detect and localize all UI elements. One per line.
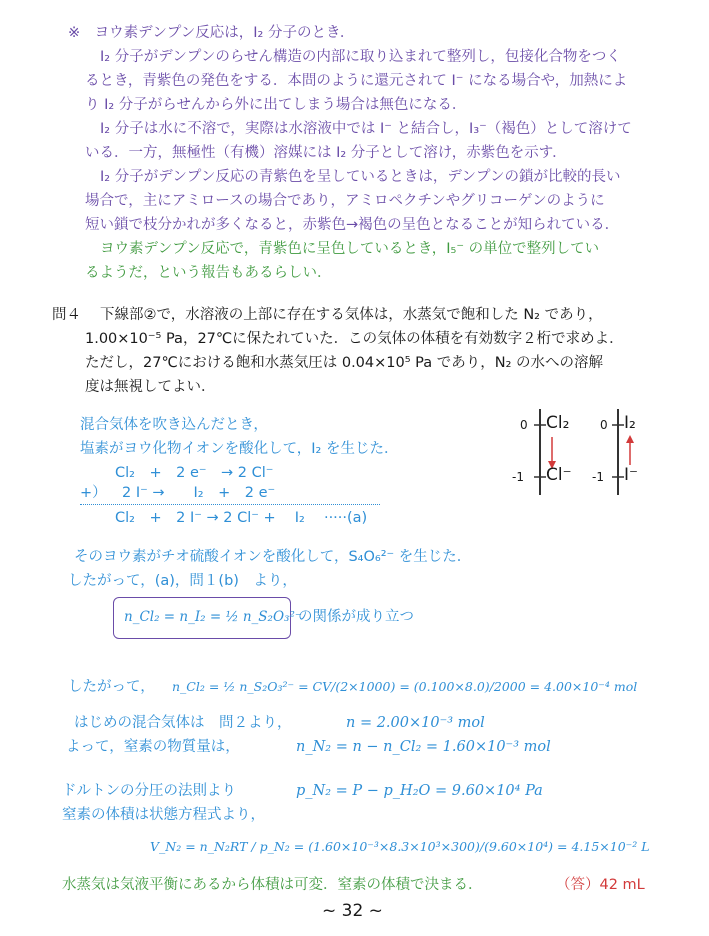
diagram-tick-minus1-left: -1 xyxy=(512,470,524,484)
note-line-2: I₂ 分子がデンプンのらせん構造の内部に取り込まれて整列し，包接化合物をつく xyxy=(100,49,621,65)
note-line-4: り I₂ 分子がらせんから外に出てしまう場合は無色になる． xyxy=(85,97,467,113)
solution-line-2: 塩素がヨウ化物イオンを酸化して，I₂ を生じた． xyxy=(80,441,399,457)
note-line-9: 短い鎖で枝分かれが多くなると，赤紫色→褐色の呈色となることが知られている． xyxy=(85,217,620,233)
question-line-2: 1.00×10⁻⁵ Pa，27℃に保たれていた．この気体の体積を有効数字２桁で求めよ． xyxy=(85,331,624,347)
note-line-5: I₂ 分子は水に不溶で，実際は水溶液中では I⁻ と結合し，I₃⁻（褐色）として溶けて xyxy=(100,121,632,137)
question-line-3: ただし，27℃における飽和水蒸気圧は 0.04×10⁵ Pa であり，N₂ の水への溶解 xyxy=(85,355,604,371)
calc-1: n_Cl₂ = ½ n_S₂O₃²⁻ = CV/(2×1000) = (0.100×8.0)/2000 = 4.00×10⁻⁴ mol xyxy=(172,679,638,694)
note-line-3: るとき，青紫色の発色をする．本問のように還元されて I⁻ になる場合や，加熱によ xyxy=(85,73,628,89)
calc-4-lead: ドルトンの分圧の法則より xyxy=(62,783,236,799)
note-line-1: ※ ヨウ素デンプン反応は，I₂ 分子のとき． xyxy=(68,25,355,41)
note-line-7: I₂ 分子がデンプン反応の青紫色を呈しているときは，デンプンの鎖が比較的長い xyxy=(100,169,621,185)
calc-3-lead: よって，窒素の物質量は， xyxy=(66,739,240,755)
diagram-tick-0-right: 0 xyxy=(600,418,608,432)
calc-2: n = 2.00×10⁻³ mol xyxy=(346,715,485,731)
question-line-4: 度は無視してよい． xyxy=(85,379,216,395)
calc-3: n_N₂ = n − n_Cl₂ = 1.60×10⁻³ mol xyxy=(296,739,551,755)
calc-1-lead: したがって， xyxy=(68,679,155,695)
note-line-11: るようだ，という報告もあるらしい． xyxy=(85,265,332,281)
diagram-tick-0-left: 0 xyxy=(520,418,528,432)
note-line-6: いる．一方，無極性（有機）溶媒には I₂ 分子として溶け，赤紫色を示す． xyxy=(85,145,567,161)
page-number: ~ 32 ~ xyxy=(322,901,383,921)
question-line-1: 下線部②で，水溶液の上部に存在する気体は，水蒸気で飽和した N₂ であり， xyxy=(100,307,603,323)
question-label: 問４ xyxy=(52,307,81,323)
addition-sign: +） xyxy=(80,485,107,501)
diagram-tick-minus1-right: -1 xyxy=(592,470,604,484)
calc-5: V_N₂ = n_N₂RT / p_N₂ = (1.60×10⁻³×8.3×10³×300)/(9.60×10⁴) = 4.15×10⁻² L xyxy=(150,839,650,854)
sum-rule xyxy=(80,504,380,505)
diagram-label-cl-minus: Cl⁻ xyxy=(546,465,572,485)
note-line-10: ヨウ素デンプン反応で，青紫色に呈色しているとき，I₅⁻ の単位で整列してい xyxy=(100,241,600,257)
diagram-label-i-minus: I⁻ xyxy=(624,465,638,485)
overall-reaction: Cl₂ + 2 I⁻ → 2 Cl⁻ + I₂ ·····(a) xyxy=(115,510,368,526)
mole-relation: n_Cl₂ = n_I₂ = ½ n_S₂O₃²⁻ xyxy=(124,609,302,625)
solution-line-4: したがって，(a)，問１(b) より， xyxy=(68,573,297,589)
note-line-8: 場合で，主にアミロースの場合であり，アミロペクチンやグリコーゲンのように xyxy=(85,193,605,209)
calc-2-lead: はじめの混合気体は 問２より， xyxy=(74,715,292,731)
solution-line-1: 混合気体を吹き込んだとき， xyxy=(80,417,268,433)
calc-5-lead: 窒素の体積は状態方程式より， xyxy=(62,807,265,823)
half-reaction-iodide: 2 I⁻ → I₂ + 2 e⁻ xyxy=(122,485,276,501)
diagram-label-i2: I₂ xyxy=(624,413,636,433)
diagram-label-cl2: Cl₂ xyxy=(546,413,570,433)
calc-4: p_N₂ = P − p_H₂O = 9.60×10⁴ Pa xyxy=(296,783,543,799)
solution-line-3: そのヨウ素がチオ硫酸イオンを酸化して，S₄O₆²⁻ を生じた． xyxy=(74,549,472,565)
answer: （答）42 mL xyxy=(556,877,645,893)
final-note: 水蒸気は気液平衡にあるから体積は可変．窒素の体積で決まる． xyxy=(62,877,483,893)
relation-text: の関係が成り立つ xyxy=(298,609,414,625)
half-reaction-chlorine: Cl₂ + 2 e⁻ → 2 Cl⁻ xyxy=(115,465,274,481)
